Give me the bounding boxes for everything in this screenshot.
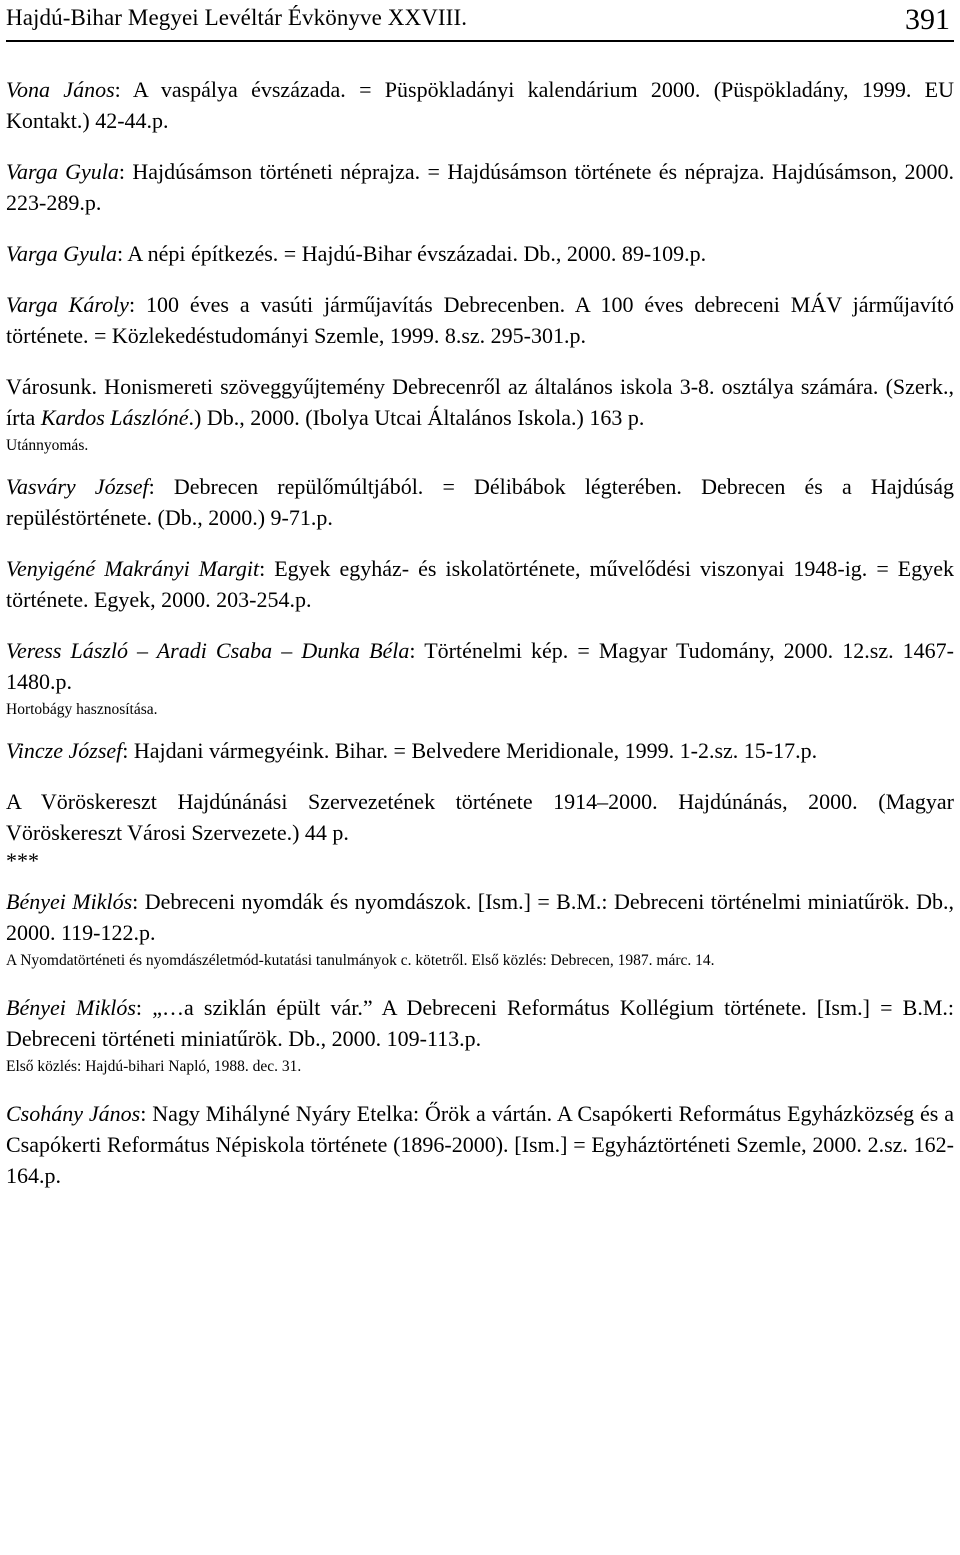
entry-author: Varga Gyula — [6, 241, 118, 266]
entry-text: : A népi építkezés. = Hajdú-Bihar évszázadai. Db., 2000. 89-109.p. — [117, 241, 707, 266]
entry-text: : „…a sziklán épült vár.” A Debreceni Református Kollégium története. [Ism.] = B.M.: Debreceni történeti miniatűrök. Db., 2000. 109-113.p. — [6, 995, 954, 1051]
entry-author: Veress László – Aradi Csaba – Dunka Béla — [6, 638, 410, 663]
page-header — [6, 0, 954, 42]
entry-text: A Vöröskereszt Hajdúnánási Szervezetének története 1914–2000. Hajdúnánás, 2000. (Magyar Vöröskereszt Városi Szervezete.) 44 p. — [6, 789, 954, 845]
bibliography-entry — [6, 471, 954, 533]
entry-author: Vasváry József — [6, 474, 149, 499]
entry-author: Bényei Miklós — [6, 889, 133, 914]
page-number: 391 — [905, 3, 950, 36]
entry-text: : Történelmi kép. = Magyar Tudomány, 2000. 12.sz. 1467-1480.p. — [6, 638, 954, 694]
bibliography-entry — [6, 553, 954, 615]
bibliography-entry — [6, 992, 954, 1078]
entry-author: Varga Gyula — [6, 159, 119, 184]
entry-note: A Nyomdatörténeti és nyomdászéletmód-kutatási tanulmányok c. kötetről. Első közlés: Debrecen, 1987. márc. 14. — [6, 952, 715, 969]
bibliography-entry — [6, 289, 954, 351]
entry-author: Csohány János — [6, 1101, 141, 1126]
bibliography-entry — [6, 735, 954, 766]
bibliography-entry — [6, 371, 954, 457]
bibliography-entry — [6, 886, 954, 972]
entry-text: : Nagy Mihályné Nyáry Etelka: Őrök a vártán. A Csapókerti Református Egyházközség és a Csapókerti Református Népiskola története (1896-2000). [Ism.] = Egyháztörténeti Szemle, 2000. 2.sz. 162-164.p. — [6, 1101, 954, 1188]
entry-author: Vona János — [6, 77, 115, 102]
bibliography-entry — [6, 1098, 954, 1191]
entry-text: .) Db., 2000. (Ibolya Utcai Általános Iskola.) 163 p. — [188, 405, 645, 430]
entry-text: : 100 éves a vasúti járműjavítás Debrecenben. A 100 éves debreceni MÁV járműjavító története. = Közlekedéstudományi Szemle, 1999. 8.sz. 295-301.p. — [6, 292, 955, 348]
bibliography-entry — [6, 238, 954, 269]
entry-note: Első közlés: Hajdú-bihari Napló, 1988. dec. 31. — [6, 1058, 302, 1075]
entry-author: Bényei Miklós — [6, 995, 136, 1020]
document-page — [6, 0, 955, 1188]
entry-text-lead: Városunk. Honismereti szöveggyűjtemény Debrecenről az általános iskola 3-8. osztálya számára. (Szerk., írta — [6, 374, 954, 430]
bibliography-entry — [6, 156, 954, 218]
bibliography-entry — [6, 786, 954, 872]
entry-text: : Hajdani vármegyéink. Bihar. = Belvedere Meridionale, 1999. 1-2.sz. 15-17.p. — [122, 738, 818, 763]
section-separator: *** — [6, 848, 39, 873]
journal-title: Hajdú-Bihar Megyei Levéltár Évkönyve XXVIII. — [6, 5, 468, 30]
entry-note: Hortobágy hasznosítása. — [6, 701, 158, 718]
entry-author: Varga Károly — [6, 292, 129, 317]
entry-note: Utánnyomás. — [6, 437, 89, 454]
entry-text: : A vaspálya évszázada. = Püspökladányi kalendárium 2000. (Püspökladány, 1999. EU Kontakt.) 42-44.p. — [6, 77, 954, 133]
entry-text: : Hajdúsámson történeti néprajza. = Hajdúsámson története és néprajza. Hajdúsámson, 2000. 223-289.p. — [6, 159, 954, 215]
bibliography-entry — [6, 635, 954, 721]
entry-editor: Kardos Lászlóné — [40, 405, 189, 430]
entry-text: : Debreceni nyomdák és nyomdászok. [Ism.] = B.M.: Debreceni történelmi miniatűrök. Db., 2000. 119-122.p. — [6, 889, 954, 945]
entry-author: Venyigéné Makrányi Margit — [6, 556, 260, 581]
entry-author: Vincze József — [6, 738, 123, 763]
bibliography-entry — [6, 74, 954, 136]
entry-text: : Egyek egyház- és iskolatörténete, művelődési viszonyai 1948-ig. = Egyek története. Egyek, 2000. 203-254.p. — [6, 556, 954, 612]
entry-text: : Debrecen repülőmúltjából. = Délibábok légterében. Debrecen és a Hajdúság repüléstörténete. (Db., 2000.) 9-71.p. — [6, 474, 954, 530]
bibliography-list — [6, 74, 954, 1211]
